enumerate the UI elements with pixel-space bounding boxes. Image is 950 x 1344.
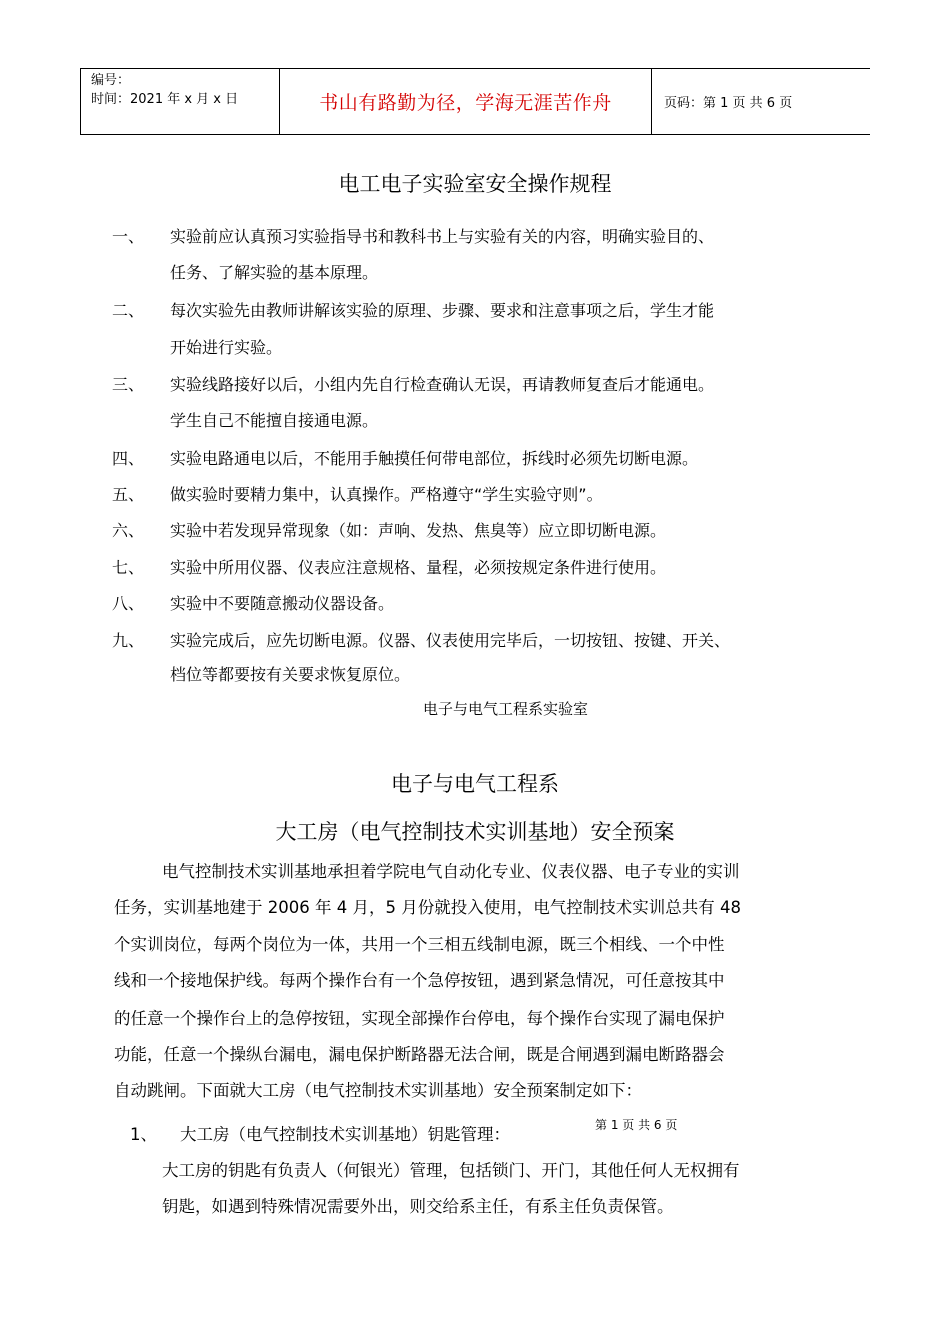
- sub1-line: 钥匙，如遇到特殊情况需要外出，则交给系主任，有系主任负责保管。: [162, 1197, 674, 1216]
- item-line: 做实验时要精力集中，认真操作。严格遵守“学生实验守则”。: [170, 485, 603, 504]
- item-number: 四、: [112, 449, 145, 468]
- intro-line: 线和一个接地保护线。每两个操作台有一个急停按钮，遇到紧急情况，可任意按其中: [114, 971, 725, 990]
- sub1-number: 1、: [130, 1125, 157, 1144]
- item-number: 一、: [112, 227, 145, 246]
- item-number: 三、: [112, 375, 145, 394]
- section2-title-line1: 电子与电气工程系: [391, 772, 559, 796]
- item-line: 每次实验先由教师讲解该实验的原理、步骤、要求和注意事项之后，学生才能: [170, 301, 715, 320]
- sub1-line: 大工房的钥匙有负责人（何银光）管理，包括锁门、开门，其他任何人无权拥有: [162, 1161, 740, 1180]
- lab-signature: 电子与电气工程系实验室: [423, 700, 589, 718]
- item-line: 实验中所用仪器、仪表应注意规格、量程，必须按规定条件进行使用。: [170, 558, 667, 577]
- time-label: 时间：2021 年 x 月 x 日: [91, 92, 239, 107]
- item-number: 五、: [112, 485, 145, 504]
- item-line: 实验电路通电以后，不能用手触摸任何带电部位，拆线时必须先切断电源。: [170, 449, 699, 468]
- item-number: 九、: [112, 631, 145, 650]
- item-line: 实验前应认真预习实验指导书和教科书上与实验有关的内容，明确实验目的、: [170, 227, 715, 246]
- intro-line: 任务，实训基地建于 2006 年 4 月，5 月份就投入使用，电气控制技术实训总共有 48: [114, 898, 741, 917]
- header-meta-cell: [81, 69, 280, 134]
- code-label: 编号：: [91, 73, 131, 88]
- intro-line: 电气控制技术实训基地承担着学院电气自动化专业、仪表仪器、电子专业的实训: [162, 862, 740, 881]
- motto-cell: [280, 69, 652, 134]
- item-line: 开始进行实验。: [170, 338, 283, 357]
- intro-line: 功能，任意一个操纵台漏电，漏电保护断路器无法合闸，既是合闸遇到漏电断路器会: [114, 1045, 725, 1064]
- header-table: [80, 68, 870, 135]
- item-number: 二、: [112, 301, 145, 320]
- intro-line: 个实训岗位，每两个岗位为一体，共用一个三相五线制电源，既三个相线、一个中性: [114, 935, 725, 954]
- page-info: 页码：第 1 页 共 6 页: [664, 96, 793, 111]
- item-line: 任务、了解实验的基本原理。: [170, 263, 379, 282]
- page-info-cell: [652, 69, 870, 134]
- item-line: 实验中不要随意搬动仪器设备。: [170, 594, 395, 613]
- item-line: 实验中若发现异常现象（如：声响、发热、焦臭等）应立即切断电源。: [170, 521, 667, 540]
- item-number: 八、: [112, 594, 145, 613]
- page-footer: 第 1 页 共 6 页: [595, 1118, 678, 1132]
- section1-title: 电工电子实验室安全操作规程: [338, 172, 612, 196]
- item-line: 实验线路接好以后，小组内先自行检查确认无误，再请教师复查后才能通电。: [170, 375, 715, 394]
- intro-line: 自动跳闸。下面就大工房（电气控制技术实训基地）安全预案制定如下：: [114, 1081, 642, 1100]
- intro-line: 的任意一个操作台上的急停按钮，实现全部操作台停电，每个操作台实现了漏电保护: [114, 1009, 725, 1028]
- section2-title-line2: 大工房（电气控制技术实训基地）安全预案: [275, 820, 675, 844]
- sub1-title: 大工房（电气控制技术实训基地）钥匙管理：: [180, 1125, 510, 1144]
- item-number: 六、: [112, 521, 145, 540]
- item-line: 学生自己不能擅自接通电源。: [170, 411, 379, 430]
- item-line: 档位等都要按有关要求恢复原位。: [170, 665, 411, 684]
- motto: 书山有路勤为径，学海无涯苦作舟: [319, 92, 612, 114]
- item-line: 实验完成后，应先切断电源。仪器、仪表使用完毕后，一切按钮、按键、开关、: [170, 631, 731, 650]
- item-number: 七、: [112, 558, 145, 577]
